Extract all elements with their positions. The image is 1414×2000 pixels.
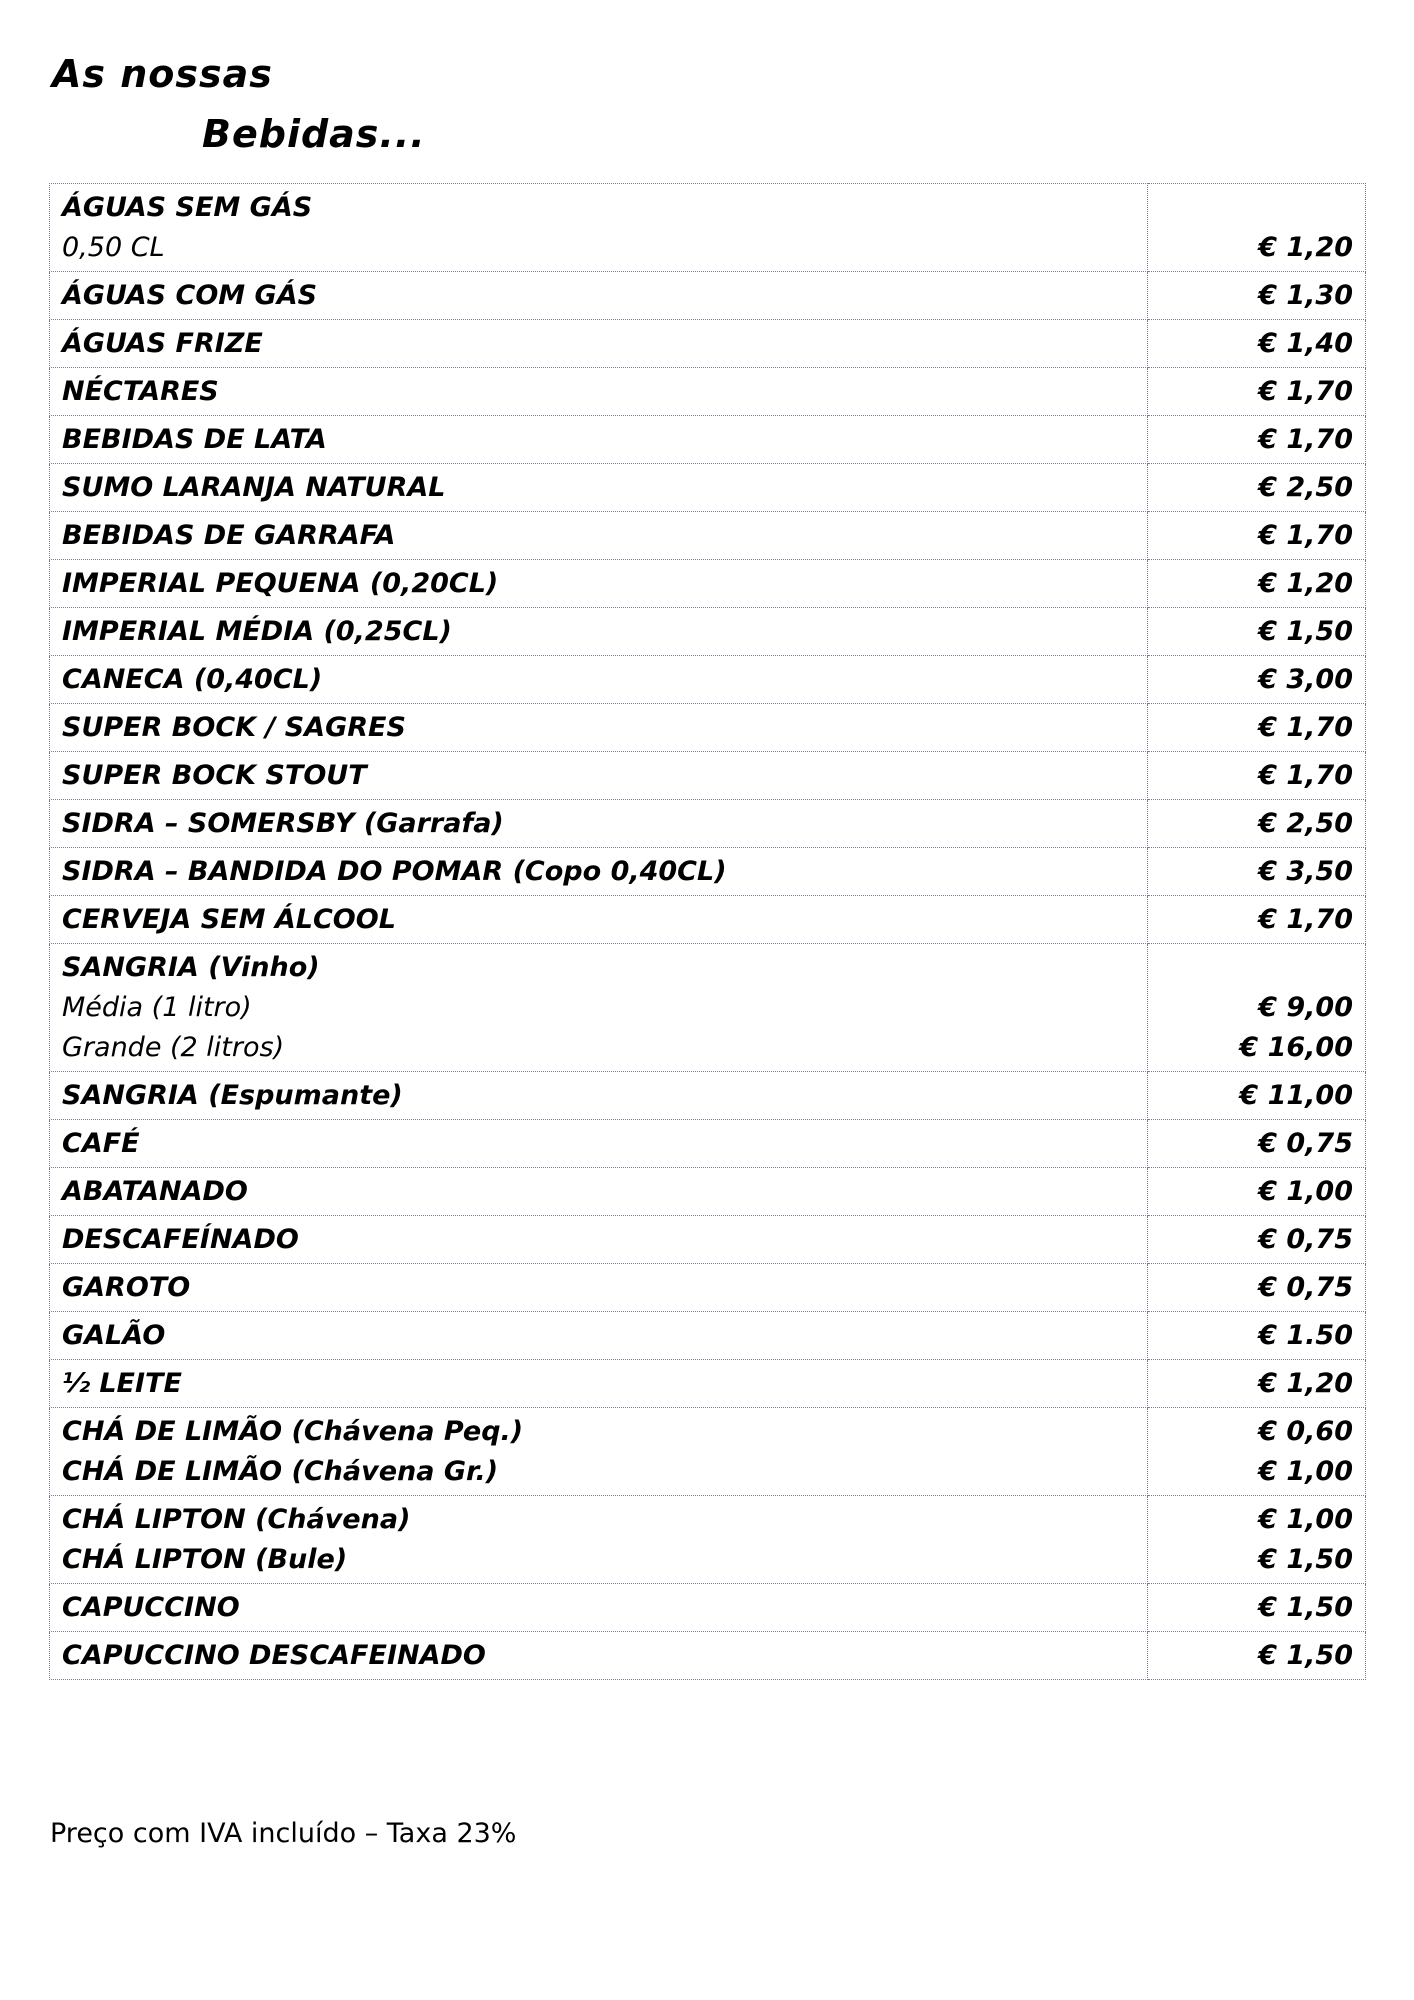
menu-row [50,1360,1366,1408]
item-price-cell [1148,416,1366,464]
page-title-line-2: Bebidas... [202,112,426,156]
item-price: € 2,50 [1258,808,1353,839]
menu-row [50,1632,1366,1680]
menu-row [50,800,1366,848]
item-name: CANECA (0,40CL) [62,664,323,695]
drinks-price-table [49,183,1366,1680]
menu-row [50,560,1366,608]
item-name: CHÁ LIPTON (Chávena) [62,1504,411,1535]
item-name-cell [50,896,1148,944]
item-name-cell [50,608,1148,656]
item-name: SUMO LARANJA NATURAL [62,472,446,503]
item-name: SANGRIA (Vinho) [62,952,320,983]
item-price-cell [1148,656,1366,704]
menu-row [50,704,1366,752]
item-price-cell [1148,512,1366,560]
item-name: SUPER BOCK / SAGRES [62,712,406,743]
menu-row [50,512,1366,560]
menu-row [50,1120,1366,1168]
item-name: Média (1 litro) [62,992,252,1023]
item-price: € 1,50 [1258,1544,1353,1575]
item-name: NÉCTARES [62,376,219,407]
item-price: € 1,50 [1258,1640,1353,1671]
item-name-cell [50,1072,1148,1120]
item-price-cell [1148,464,1366,512]
item-name-cell [50,704,1148,752]
item-name-cell [50,320,1148,368]
menu-row [50,464,1366,512]
item-name: CHÁ LIPTON (Bule) [62,1544,348,1575]
menu-row [50,272,1366,320]
item-name: IMPERIAL MÉDIA (0,25CL) [62,616,452,647]
item-price: € 1,70 [1258,760,1353,791]
item-price: € 1,70 [1258,904,1353,935]
item-price-cell [1148,1168,1366,1216]
item-name-cell [50,1168,1148,1216]
item-name: ÁGUAS SEM GÁS [62,192,313,223]
item-name: ÁGUAS FRIZE [62,328,263,359]
item-price-cell [1148,1632,1366,1680]
item-price: € 1,00 [1258,1176,1353,1207]
item-name-cell [50,1216,1148,1264]
menu-row [50,320,1366,368]
item-price: € 1,00 [1258,1504,1353,1535]
item-name: Grande (2 litros) [62,1032,285,1063]
item-name-cell [50,1312,1148,1360]
item-price: € 0,60 [1258,1416,1353,1447]
item-name-cell [50,1584,1148,1632]
item-price-cell [1148,848,1366,896]
item-price-cell [1148,1264,1366,1312]
item-price: € 1,20 [1258,1368,1353,1399]
menu-row [50,416,1366,464]
item-name: ABATANADO [62,1176,248,1207]
item-price-cell [1148,368,1366,416]
item-price: € 1,70 [1258,712,1353,743]
item-price-cell [1148,1216,1366,1264]
item-name-cell [50,416,1148,464]
menu-row [50,1168,1366,1216]
item-name-cell [50,1408,1148,1496]
item-name-cell [50,184,1148,272]
item-name: IMPERIAL PEQUENA (0,20CL) [62,568,499,599]
item-name: CHÁ DE LIMÃO (Chávena Peq.) [62,1416,524,1447]
item-price: € 1,70 [1258,376,1353,407]
item-name-cell [50,1496,1148,1584]
item-price: € 3,50 [1258,856,1353,887]
item-name: 0,50 CL [62,232,165,263]
item-name: CAFÉ [62,1128,140,1159]
vat-note: Preço com IVA incluído – Taxa 23% [50,1818,517,1849]
item-price: € 1,70 [1258,424,1353,455]
item-name: GAROTO [62,1272,191,1303]
item-price: € 1,20 [1258,568,1353,599]
item-name-cell [50,512,1148,560]
menu-row [50,1408,1366,1496]
menu-row [50,1496,1366,1584]
item-name: CAPUCCINO [62,1592,240,1623]
item-price: € 1,50 [1258,1592,1353,1623]
item-price [1160,188,1353,228]
drinks-price-table-body [50,184,1366,1680]
item-name-cell [50,272,1148,320]
item-name: ½ LEITE [62,1368,182,1399]
item-price-cell [1148,1408,1366,1496]
item-name-cell [50,848,1148,896]
item-name: GALÃO [62,1320,166,1351]
item-price: € 1.50 [1258,1320,1353,1351]
item-price: € 1,00 [1258,1456,1353,1487]
menu-row [50,752,1366,800]
item-price-cell [1148,184,1366,272]
page-title-line-1: As nossas [52,52,273,96]
item-price: € 1,20 [1258,232,1353,263]
item-price-cell [1148,608,1366,656]
item-price: € 0,75 [1258,1224,1353,1255]
item-price-cell [1148,704,1366,752]
item-name-cell [50,944,1148,1072]
item-name-cell [50,368,1148,416]
item-price-cell [1148,1360,1366,1408]
item-name: SUPER BOCK STOUT [62,760,367,791]
item-price: € 11,00 [1239,1080,1353,1111]
item-name-cell [50,1632,1148,1680]
item-price-cell [1148,896,1366,944]
item-name: DESCAFEÍNADO [62,1224,299,1255]
item-name: ÁGUAS COM GÁS [62,280,318,311]
item-name-cell [50,800,1148,848]
item-name: SIDRA – BANDIDA DO POMAR (Copo 0,40CL) [62,856,727,887]
item-price: € 1,70 [1258,520,1353,551]
item-price: € 1,30 [1258,280,1353,311]
menu-row [50,848,1366,896]
item-price: € 1,40 [1258,328,1353,359]
item-price-cell [1148,800,1366,848]
item-price-cell [1148,320,1366,368]
item-name-cell [50,560,1148,608]
item-price: € 0,75 [1258,1272,1353,1303]
item-name: SIDRA – SOMERSBY (Garrafa) [62,808,504,839]
item-price-cell [1148,1312,1366,1360]
menu-row [50,608,1366,656]
item-price: € 0,75 [1258,1128,1353,1159]
item-name-cell [50,752,1148,800]
item-price: € 2,50 [1258,472,1353,503]
item-name: CERVEJA SEM ÁLCOOL [62,904,396,935]
item-price-cell [1148,752,1366,800]
item-price: € 9,00 [1258,992,1353,1023]
item-name-cell [50,1264,1148,1312]
item-price-cell [1148,1496,1366,1584]
item-price-cell [1148,1584,1366,1632]
item-price-cell [1148,1120,1366,1168]
item-price: € 1,50 [1258,616,1353,647]
menu-row [50,896,1366,944]
item-name: BEBIDAS DE LATA [62,424,327,455]
item-name: SANGRIA (Espumante) [62,1080,403,1111]
item-price-cell [1148,272,1366,320]
menu-row [50,368,1366,416]
menu-row [50,656,1366,704]
menu-row [50,1312,1366,1360]
item-price-cell [1148,944,1366,1072]
item-name: CHÁ DE LIMÃO (Chávena Gr.) [62,1456,499,1487]
item-price: € 16,00 [1239,1032,1353,1063]
item-name: CAPUCCINO DESCAFEINADO [62,1640,486,1671]
item-price-cell [1148,560,1366,608]
item-name-cell [50,464,1148,512]
menu-row [50,1216,1366,1264]
item-price [1160,948,1353,988]
item-name-cell [50,656,1148,704]
item-price-cell [1148,1072,1366,1120]
item-name: BEBIDAS DE GARRAFA [62,520,396,551]
item-name-cell [50,1120,1148,1168]
item-price: € 3,00 [1258,664,1353,695]
menu-row [50,1264,1366,1312]
menu-row [50,1072,1366,1120]
menu-row [50,1584,1366,1632]
menu-row [50,944,1366,1072]
menu-row [50,184,1366,272]
item-name-cell [50,1360,1148,1408]
